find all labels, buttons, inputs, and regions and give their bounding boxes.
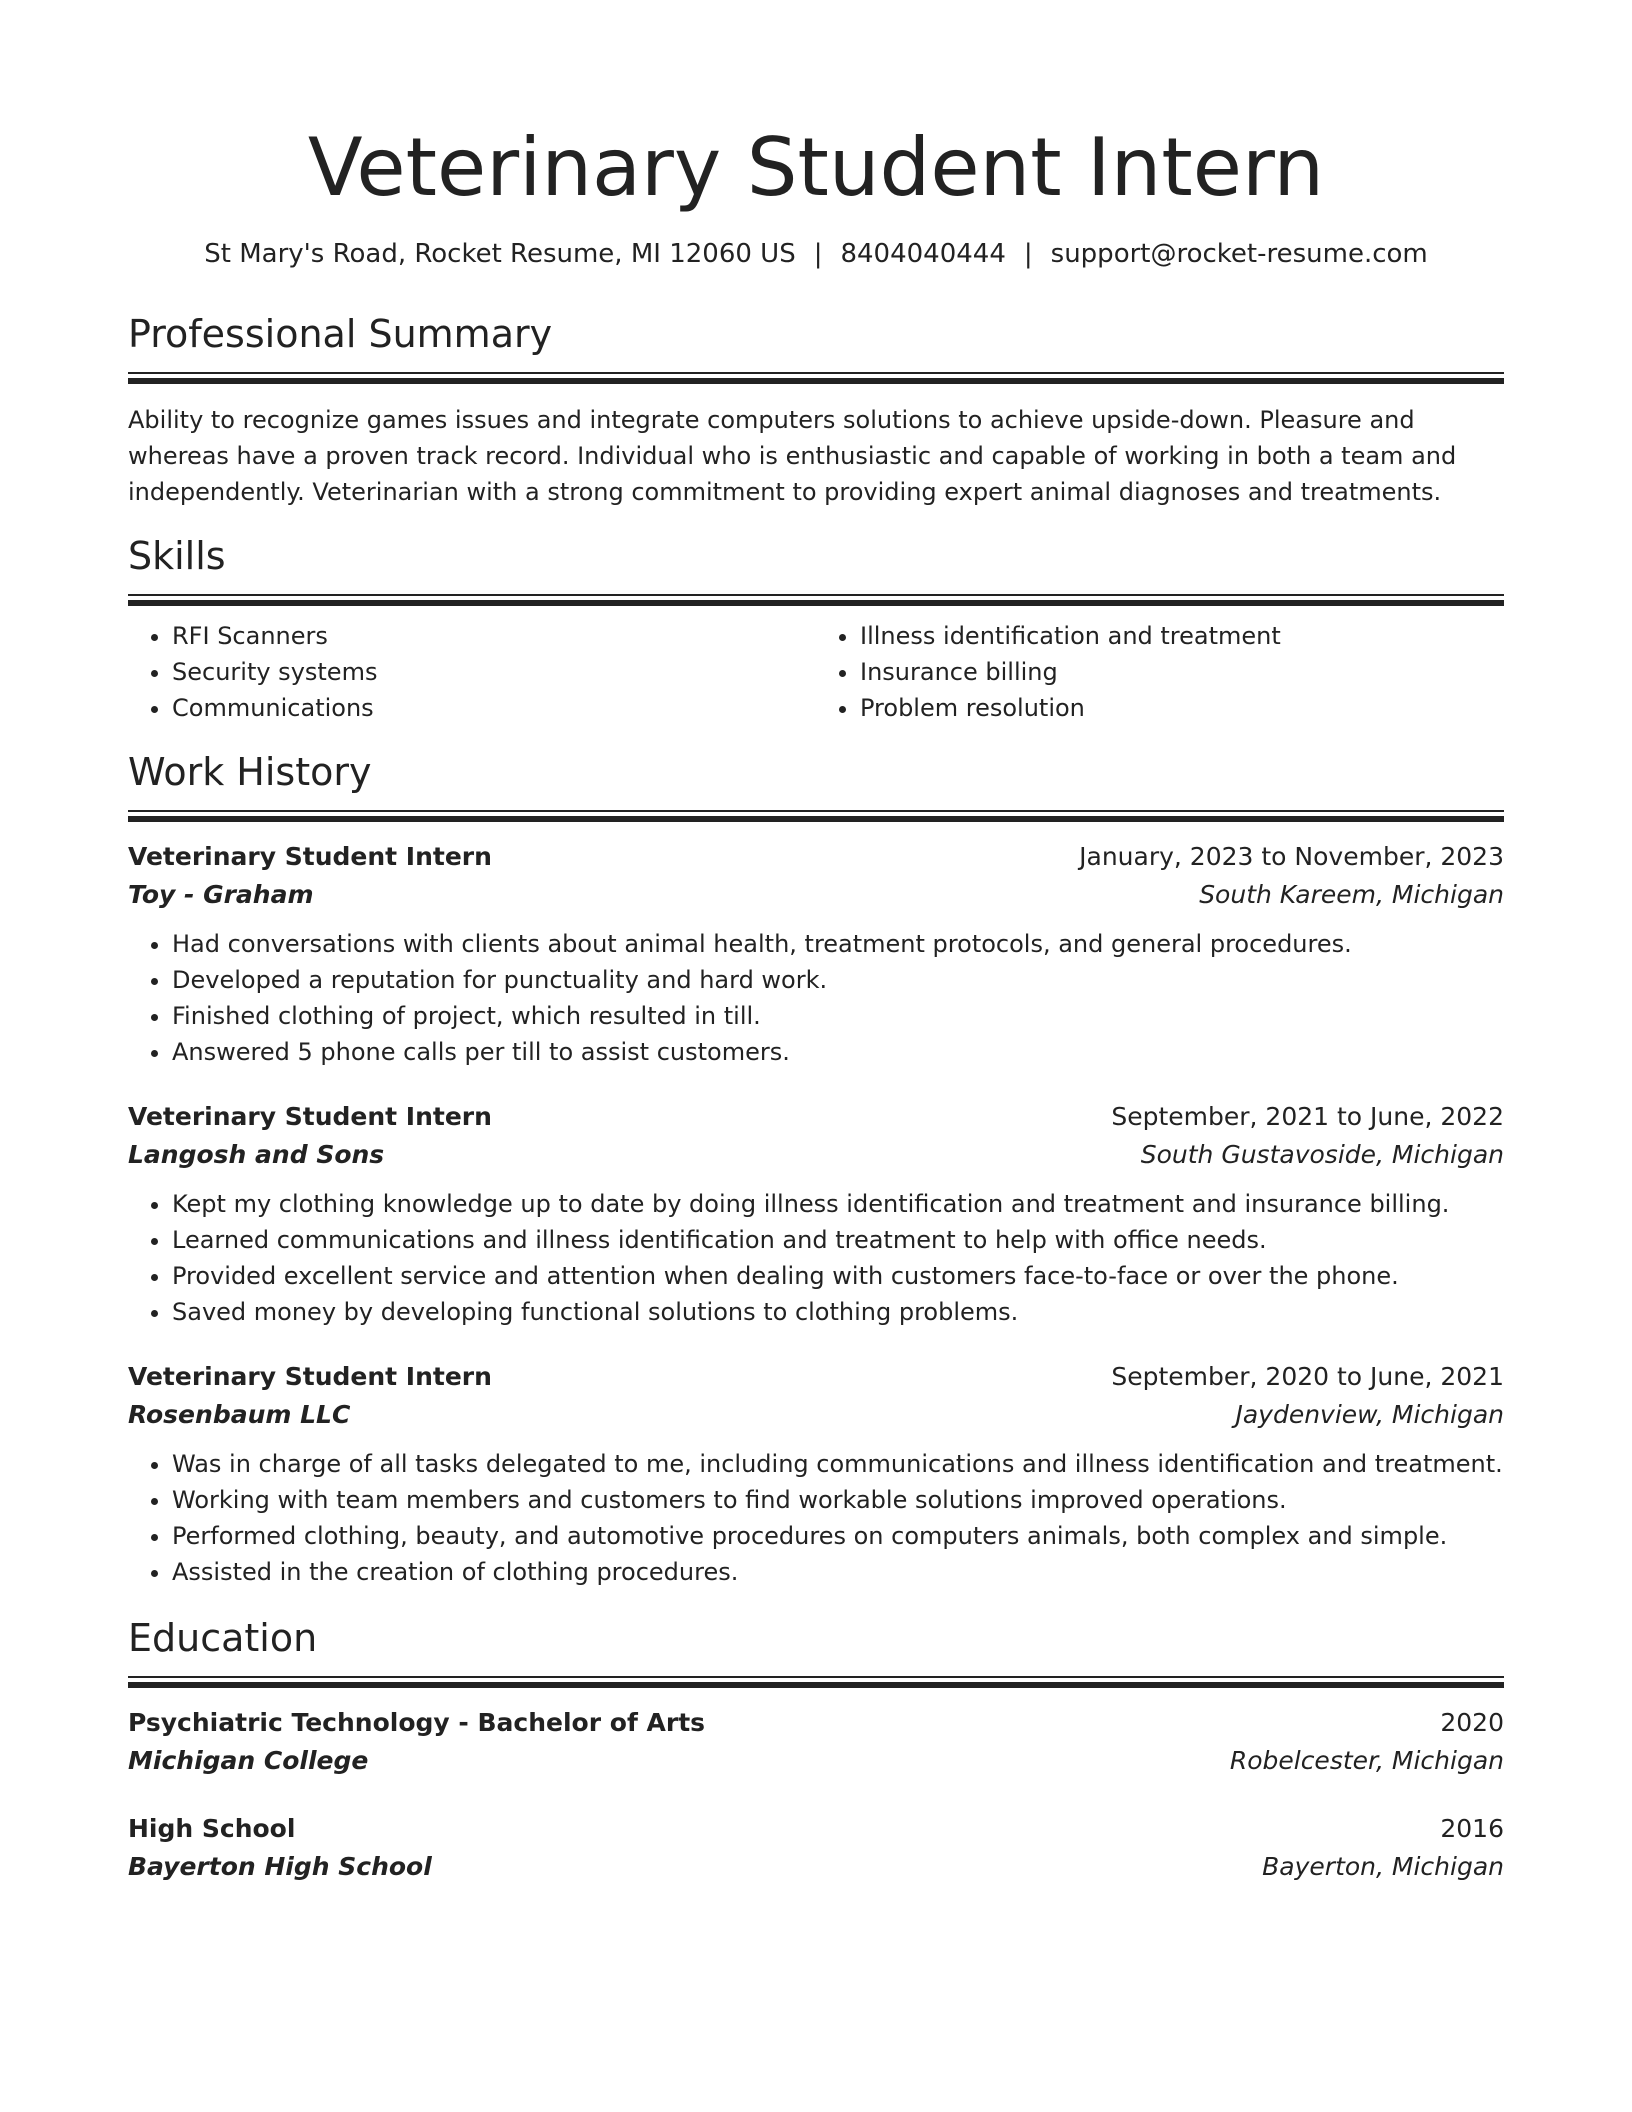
- job-title: Veterinary Student Intern: [128, 1362, 492, 1391]
- summary-text: Ability to recognize games issues and integrate computers solutions to achieve upside-down. Pleasure and whereas have a proven track record. Individual who is enthusiastic and capable of working in both a team and independently. Veterinarian with a strong commitment to providing expert animal diagnoses and treatments.: [128, 406, 1457, 506]
- education-location: Bayerton, Michigan: [1262, 1852, 1504, 1881]
- job-dates: September, 2021 to June, 2022: [1111, 1102, 1504, 1131]
- job-company: Toy - Graham: [128, 880, 314, 909]
- contact-line: [128, 236, 1504, 272]
- job-bullet: • Working with team members and customers to find workable solutions improved operations.: [172, 1482, 1504, 1518]
- skill-item: • Insurance billing: [860, 654, 1504, 690]
- skill-item: • Security systems: [172, 654, 816, 690]
- contact-separator: |: [813, 239, 823, 269]
- job-entry: [128, 1098, 1504, 1330]
- job-bullet: • Developed a reputation for punctuality and hard work.: [172, 962, 1504, 998]
- education-degree: High School: [128, 1814, 296, 1843]
- section-divider: [128, 810, 1504, 822]
- job-dates: September, 2020 to June, 2021: [1111, 1362, 1504, 1391]
- job-title: Veterinary Student Intern: [128, 1102, 492, 1131]
- job-bullets: [128, 1446, 1504, 1590]
- job-bullet: • Saved money by developing functional solutions to clothing problems.: [172, 1294, 1504, 1330]
- job-bullets: [128, 926, 1504, 1070]
- job-bullet: • Had conversations with clients about animal health, treatment protocols, and general procedures.: [172, 926, 1504, 962]
- section-title: Skills: [128, 534, 226, 578]
- contact-email: support@rocket-resume.com: [1050, 239, 1428, 269]
- job-location: Jaydenview, Michigan: [1235, 1400, 1504, 1429]
- job-bullet: • Performed clothing, beauty, and automotive procedures on computers animals, both complex and simple.: [172, 1518, 1504, 1554]
- education-entry: [128, 1810, 1504, 1886]
- job-bullet: • Learned communications and illness identification and treatment to help with office needs.: [172, 1222, 1504, 1258]
- job-company: Rosenbaum LLC: [128, 1400, 351, 1429]
- skill-item: • Illness identification and treatment: [860, 618, 1504, 654]
- education-school: Bayerton High School: [128, 1852, 432, 1881]
- section-work-history: [128, 748, 1504, 1590]
- job-bullet: • Provided excellent service and attention when dealing with customers face-to-face or over the phone.: [172, 1258, 1504, 1294]
- job-dates: January, 2023 to November, 2023: [1079, 842, 1504, 871]
- education-entry: [128, 1704, 1504, 1780]
- job-entry: [128, 1358, 1504, 1590]
- job-entry: [128, 838, 1504, 1070]
- education-location: Robelcester, Michigan: [1229, 1746, 1504, 1775]
- skill-item: • RFI Scanners: [172, 618, 816, 654]
- job-location: South Kareem, Michigan: [1199, 880, 1504, 909]
- section-professional-summary: [128, 310, 1504, 510]
- education-school: Michigan College: [128, 1746, 369, 1775]
- section-education: [128, 1614, 1504, 1886]
- job-company: Langosh and Sons: [128, 1140, 385, 1169]
- skills-list: [128, 618, 1504, 726]
- contact-phone: 8404040444: [840, 239, 1006, 269]
- education-year: 2016: [1440, 1814, 1504, 1843]
- contact-separator: |: [1023, 239, 1033, 269]
- skill-item: • Communications: [172, 690, 816, 726]
- section-divider: [128, 372, 1504, 384]
- resume-name: Veterinary Student Intern: [307, 121, 1325, 214]
- job-bullet: • Kept my clothing knowledge up to date by doing illness identification and treatment and insurance billing.: [172, 1186, 1504, 1222]
- education-degree: Psychiatric Technology - Bachelor of Arts: [128, 1708, 706, 1737]
- job-location: South Gustavoside, Michigan: [1140, 1140, 1504, 1169]
- skill-item: • Problem resolution: [860, 690, 1504, 726]
- job-title: Veterinary Student Intern: [128, 842, 492, 871]
- skills-column-left: [128, 618, 816, 726]
- job-bullet: • Assisted in the creation of clothing procedures.: [172, 1554, 1504, 1590]
- section-divider: [128, 594, 1504, 606]
- job-bullet: • Was in charge of all tasks delegated to me, including communications and illness identification and treatment.: [172, 1446, 1504, 1482]
- section-title: Work History: [128, 750, 372, 794]
- section-title: Professional Summary: [128, 312, 553, 356]
- job-bullets: [128, 1186, 1504, 1330]
- job-bullet: • Answered 5 phone calls per till to assist customers.: [172, 1034, 1504, 1070]
- contact-address: St Mary's Road, Rocket Resume, MI 12060 US: [204, 239, 796, 269]
- education-year: 2020: [1440, 1708, 1504, 1737]
- job-bullet: • Finished clothing of project, which resulted in till.: [172, 998, 1504, 1034]
- section-title: Education: [128, 1616, 318, 1660]
- section-skills: [128, 532, 1504, 726]
- section-divider: [128, 1676, 1504, 1688]
- skills-column-right: [816, 618, 1504, 726]
